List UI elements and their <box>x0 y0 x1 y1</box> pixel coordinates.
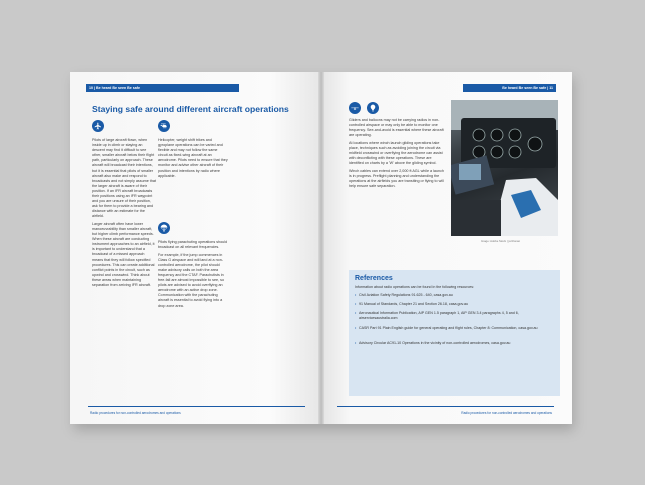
paragraph: Pilots flying parachuting operations should broadcast on all relevant frequencies. <box>158 240 228 250</box>
references-title: References <box>355 275 393 282</box>
paragraph: Winch cables can extend over 2,000 ft AGL while a launch is in progress. Preflight planning and understanding the operations at the airfields you are transiting or flying to will help ensure safe separation. <box>349 168 444 188</box>
parachute-icon <box>158 222 170 234</box>
reference-item: • 91 Manual of Standards, Chapter 21 and Section 26.18, casa.gov.au <box>359 302 551 307</box>
footer-rule <box>88 406 305 407</box>
airplane-icon <box>92 120 104 132</box>
paragraph: Pilots of large aircraft flown, when inside up in climb or staying an descent may find it difficult to see other, smaller aircraft below their flight path, particularly on approach. These aircraft will broadcast their intentions, but it is essential that pilots of smaller aircraft also make and respond to broadcasts and not simply assume that the larger aircraft is aware of their position. If an IFR aircraft broadcasts their positions using an IFR waypoint and you are unsure of their position, ask for them to provide a bearing and distance with an estimate for the airfield. <box>92 138 156 219</box>
cockpit-illustration <box>451 100 558 236</box>
paragraph: Helicopter, weight shift trikes and gyroplane operations can be varied and flexible and may not follow the same circuit as fixed-wing aircraft at an aerodrome. Pilots need to ensure that they monitor and advise other aircraft of their position and intentions by radio where applicable. <box>158 138 228 178</box>
paragraph: Gliders and balloons may not be carrying radios in non-controlled airspace or may only be able to monitor one frequency. See-and-avoid is essential where these aircraft are operating. <box>349 118 444 138</box>
helicopter-icon <box>158 120 170 132</box>
right-page-header: Be heard Be seen Be safe | 11 <box>463 84 556 92</box>
right-page <box>321 72 572 424</box>
left-column-text <box>92 138 156 291</box>
glider-icon <box>349 102 361 114</box>
reference-item: • Civil Aviation Safety Regulations 91.625 - 640, casa.gov.au <box>359 293 551 298</box>
parachute-text <box>158 240 228 311</box>
references-intro: Information about radio operations can be found in the following resources: <box>355 285 475 289</box>
left-page-footer: Radio procedures for non-controlled aerodromes and operations <box>90 411 181 415</box>
page-heading: Staying safe around different aircraft operations <box>92 104 289 114</box>
open-brochure <box>70 72 572 424</box>
right-page-footer: Radio procedures for non-controlled aerodromes and operations <box>461 411 552 415</box>
reference-item: • CASR Part 91 Plain English guide for general operating and flight rules, Chapter 8: Communication, casa.gov.au <box>359 326 551 331</box>
paragraph: At locations where winch launch gliding operations take place, techniques such as avoiding joining the circuit via midfield crosswind or overflying the aerodrome can assist with deconflicting with these operations. These are identified on charts by a 'W' above the gliding symbol. <box>349 140 443 166</box>
reference-item: • Aeronautical Information Publication, AIP GEN 1.5 paragraph 1, AIP GEN 3.4 paragraphs 4, 5 and 6, airservicesaustralia.com <box>359 311 551 321</box>
left-page <box>70 72 321 424</box>
footer-rule <box>337 406 554 407</box>
helicopter-text <box>158 138 228 181</box>
right-column-text <box>349 118 447 191</box>
left-page-header: 10 | Be heard Be seen Be safe <box>86 84 239 92</box>
references-box <box>349 270 560 396</box>
paragraph: Larger aircraft often have lower manoeuvrability than smaller aircraft, but higher climb performance speeds. When these aircraft are conducting instrument approaches to an airfield, it is important to understand that a broadcast of a missed approach means that they will follow specified procedures. This can create additional conflict points in the circuit, such as upwind and crosswind. Think about these areas when maintaining separation from arriving IFR aircraft. <box>92 221 155 288</box>
photo-caption: Image: Adobe Stock | jozzlonan <box>481 239 521 243</box>
book-spine <box>318 72 324 424</box>
reference-item: • Advisory Circular AC91-10 Operations in the vicinity of non-controlled aerodromes, casa.gov.au <box>359 341 551 346</box>
cockpit-photo <box>451 100 558 236</box>
balloon-icon <box>367 102 379 114</box>
paragraph: For example, if the jump commences in Class G airspace and will land at a non-controlled aerodrome, the pilot should make advisory calls on both the area frequency and the CTAF. Parachutists in free-fall are almost impossible to see, so pilots are advised to avoid overflying an aerodrome with an active drop zone. Communication with the parachuting aircraft is essential to avoid flying into a drop zone area. <box>158 252 224 308</box>
